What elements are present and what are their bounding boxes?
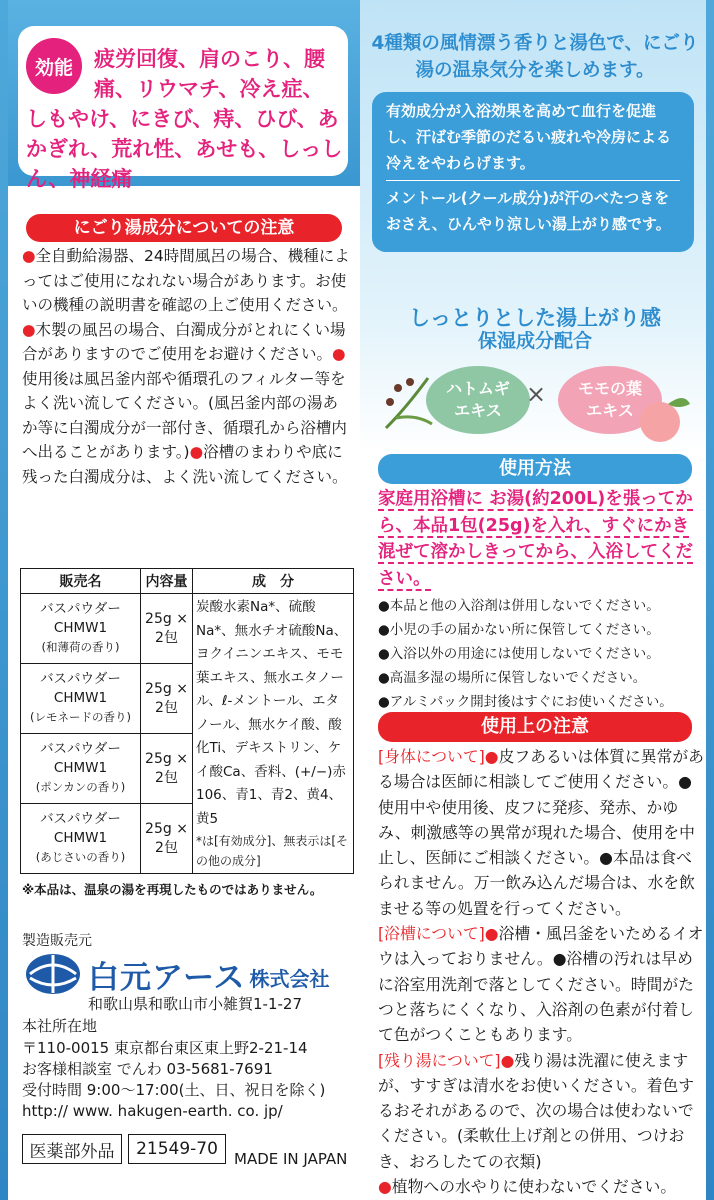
bullet-icon: ● <box>22 320 36 339</box>
extract-1-suffix: エキス <box>454 401 502 420</box>
hq-label: 本社所在地 <box>22 1017 98 1035</box>
efficacy-text-2: しもやけ、にきび、痔、ひび、あかぎれ、荒れ性、あせも、しっしん、神経痛 <box>26 107 343 191</box>
times-sign: × <box>526 380 547 408</box>
leftover-text: 残り湯は洗濯に使えますが、すすぎは清水をお使いください。着色するおそれがあるので、次の場合は使わないでください。(柔軟仕上げ剤との併用、つけおき、おろしたての衣類) <box>378 1050 695 1171</box>
product-scent: (あじさいの香り) <box>35 850 126 864</box>
ingredients-cell <box>193 594 354 874</box>
notice-p4: 浴槽のまわりや底に残った白濁成分は、よく洗い流してください。 <box>22 443 348 486</box>
product-name: バスパウダー CHMW1 <box>40 601 121 636</box>
benefit-box <box>372 92 694 252</box>
notice-p2: 木製の風呂の場合、白濁成分がとれにくい場合がありますのでご使用をお避けください。 <box>22 320 346 363</box>
moist-line-1: しっとりとした湯上がり感 <box>409 306 661 330</box>
bullet-icon: ● <box>189 443 204 461</box>
list-item: ●アルミパック開封後はすぐにお使いください。 <box>378 694 673 710</box>
company-logo <box>24 950 354 998</box>
bullet-icon: ● <box>22 247 36 265</box>
product-scent: (ポンカンの香り) <box>35 780 126 794</box>
peach-icon <box>632 390 692 446</box>
product-qty: 25g × 2包 <box>141 804 193 874</box>
tub-tag: [浴槽について] <box>378 924 485 944</box>
benefit-divider <box>386 180 680 181</box>
product-name: バスパウダー CHMW1 <box>40 741 121 776</box>
ingredients-legend: *は[有効成分]、無表示は[その他の成分] <box>196 834 349 868</box>
maker-label: 製造販売元 <box>22 933 92 949</box>
right-panel <box>360 0 706 1200</box>
headline: 4種類の風情漂う香りと湯色で、にごり湯の温泉気分を楽しめます。 <box>371 33 699 81</box>
benefit-2: メントール(クール成分)が汗のべたつきをおさえ、ひんやり涼しい湯上がり感です。 <box>386 189 671 233</box>
cloudy-notice-heading: にごり湯成分についての注意 <box>26 214 342 242</box>
globe-icon <box>24 952 82 996</box>
company-name: 白元アース <box>88 959 246 996</box>
list-item: ●入浴以外の用途には使用しないでください。 <box>378 646 660 662</box>
product-name: バスパウダー CHMW1 <box>40 811 121 846</box>
caution-body: [身体について]●皮フあるいは体質に異常がある場合は医師に相談してご使用ください。●使用中や使用後、皮フに発疹、発赤、かゆみ、刺激感等の異常が現れた場合、使用を中止し、医師にご相談ください。●本品は食べられません。万一飲み込んだ場合は、水を飲ませる等の処置を行ってください。 [浴槽について]●浴槽・風呂釜をいためるイオウは入っておりません。●浴槽の汚れは早めに浴室用洗剤で落としてください。時間がたつと落ちにくくなり、入浴剤の色素が付着して色がつくこともあります。 [残り湯について]●残り湯は洗濯に使えますが、すすぎは清水をお使いください。着色するおそれがあるので、次の場合は使わないでください。(柔軟仕上げ剤との併用、つけおき、おろしたての衣類) ●植物への水やりに使わないでください。 <box>378 747 704 1197</box>
product-qty: 25g × 2包 <box>141 594 193 664</box>
extract-1-name: ハトムギ <box>446 379 510 398</box>
col-header-ingredients: 成 分 <box>193 569 354 594</box>
company-suffix: 株式会社 <box>249 966 330 991</box>
table-row <box>21 594 354 664</box>
hours: 受付時間 9:00～17:00(土、日、祝日を除く) <box>22 1081 326 1099</box>
ingredients-text: 炭酸水素Na*、硫酸Na*、無水チオ硫酸Na、ヨクイニンエキス、モモ葉エキス、無水エタノール、ℓ-メントール、エタノール、無水ケイ酸、酸化Ti、デキストリン、ケイ酸Ca、香料、(+/−)赤106、青1、青2、黄4、黄5 <box>196 599 348 827</box>
disclaimer: ※本品は、温泉の湯を再現したものではありません。 <box>22 882 323 897</box>
notice-p1: 全自動給湯器、24時間風呂の場合、機種によってはご使用になれない場合があります。お使いの機種の説明書を確認の上ご使用ください。 <box>22 247 350 314</box>
extract-2-suffix: エキス <box>586 401 634 420</box>
usage-heading: 使用方法 <box>378 454 692 484</box>
cloudy-notice-body <box>22 244 352 489</box>
hq-address: 〒110-0015 東京都台東区東上野2-21-14 <box>22 1039 308 1057</box>
product-name: バスパウダー CHMW1 <box>40 671 121 706</box>
col-header-qty: 内容量 <box>141 569 193 594</box>
product-qty: 25g × 2包 <box>141 734 193 804</box>
extract-2-name: モモの葉 <box>577 379 642 398</box>
category-box: 医薬部外品 <box>22 1134 122 1164</box>
made-in: MADE IN JAPAN <box>234 1150 348 1168</box>
code-box: 21549-70 <box>128 1134 226 1164</box>
col-header-name: 販売名 <box>21 569 141 594</box>
ingredient-table <box>20 568 354 874</box>
notice-p3: 使用後は風呂釜内部や循環孔のフィルター等をよく洗い流してください。(風呂釜内部の湯あか等に白濁成分が一部付き、循環孔から浴槽内へ出ることがあります。) <box>22 369 347 461</box>
left-panel <box>8 0 360 1200</box>
left-edge-stripe <box>0 0 8 1200</box>
list-item: ●本品と他の入浴剤は併用しないでください。 <box>378 598 660 614</box>
maker-address: 和歌山県和歌山市小雑賀1-1-27 <box>88 995 303 1013</box>
usage-bullets <box>378 594 708 714</box>
last-caution: 植物への水やりに使わないでください。 <box>391 1177 677 1197</box>
benefit-1: 有効成分が入浴効果を高めて血行を促進し、汗ばむ季節のだるい疲れや冷房による冷えをやわらげます。 <box>386 102 672 172</box>
efficacy-badge: 効能 <box>26 38 82 94</box>
body-tag: [身体について] <box>378 747 485 766</box>
product-scent: (レモネードの香り) <box>30 710 131 724</box>
list-item: ●高温多湿の場所に保管しないでください。 <box>378 670 647 686</box>
caution-heading: 使用上の注意 <box>378 712 692 742</box>
usage-text: 家庭用浴槽に お湯(約200L)を張ってから、本品1包(25g)を入れ、すぐにかき混ぜて溶かしきってから、入浴してください。 <box>378 489 693 589</box>
product-qty: 25g × 2包 <box>141 664 193 734</box>
website-url: http:// www. hakugen-earth. co. jp/ <box>22 1102 283 1120</box>
efficacy-text-1: 疲労回復、肩のこり、腰痛、リウマチ、冷え症、 <box>94 47 325 101</box>
hatomugi-extract <box>426 366 530 434</box>
phone: お客様相談室 でんわ 03-5681-7691 <box>22 1060 273 1078</box>
tub-text: 浴槽・風呂釜をいためるイオウは入っておりません。●浴槽の汚れは早めに浴室用洗剤で落としてください。時間がたつと落ちにくくなり、入浴剤の色素が付着して色がつくこともあります。 <box>378 924 704 1045</box>
list-item: ●小児の手の届かない所に保管してください。 <box>378 622 660 638</box>
body-text: 皮フあるいは体質に異常がある場合は医師に相談してご使用ください。●使用中や使用後、皮フに発疹、発赤、かゆみ、刺激感等の異常が現れた場合、使用を中止し、医師にご相談ください。●本品は食べられません。万一飲み込んだ場合は、水を飲ませる等の処置を行ってください。 <box>378 747 704 918</box>
bullet-icon: ● <box>332 345 346 363</box>
leftover-tag: [残り湯について] <box>378 1050 501 1070</box>
moist-line-2: 保湿成分配合 <box>477 330 592 352</box>
product-scent: (和薄荷の香り) <box>41 640 120 654</box>
